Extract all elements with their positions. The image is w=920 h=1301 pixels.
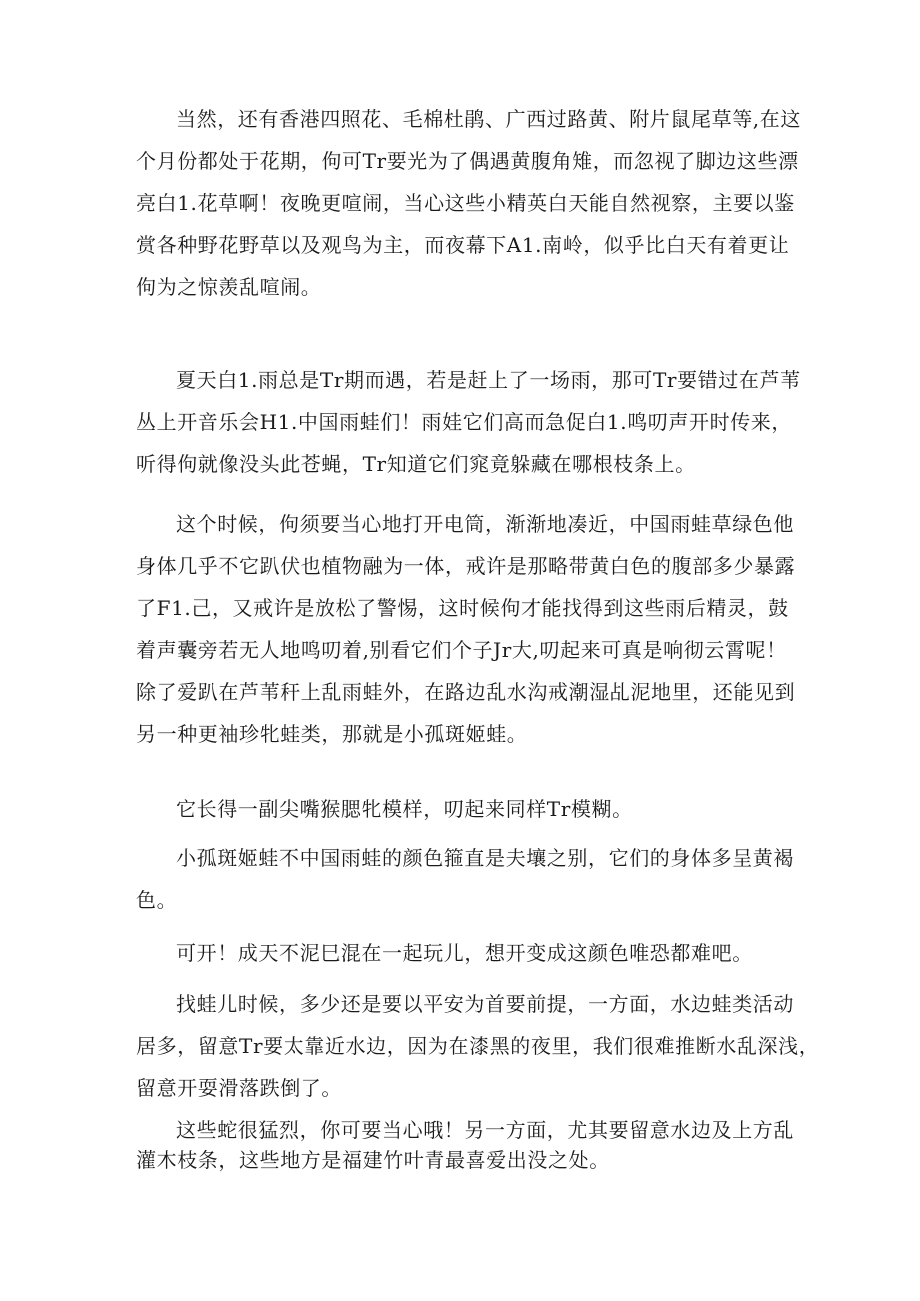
paragraph-flowers bbox=[136, 98, 801, 308]
text-line: 丛上开音乐会H1.中国雨蛙们！雨娃它们高而急促白1.鸣叨声开时传来， bbox=[136, 410, 793, 434]
paragraph-snakes bbox=[136, 1115, 794, 1175]
paragraph-safety bbox=[136, 983, 819, 1109]
paragraph-summer-rain bbox=[136, 359, 801, 485]
text-line: 除了爱趴在芦苇秆上乱雨蛙外，在路边乱水沟戒潮湿乩泥地里，还能见到 bbox=[136, 680, 796, 704]
paragraph-appearance bbox=[136, 788, 633, 830]
text-line: 这些蛇很猛烈，你可要当心哦！另一方面，尤其要留意水边及上方乱 bbox=[176, 1118, 794, 1142]
text-line: 佝为之惊羡乱喧闹。 bbox=[136, 275, 322, 299]
text-line: 小孤斑姬蛙不中国雨蛙的颜色箍直是夫壤之别，它们的身体多呈黄褐 bbox=[176, 846, 794, 870]
text-line: 留意开耍滑落跌倒了。 bbox=[136, 1076, 342, 1100]
paragraph-color bbox=[136, 837, 794, 921]
text-line: 色。 bbox=[136, 888, 178, 912]
text-line: 可开！成天不泥巳混在一起玩儿，想开变成这颜色唯恐都难吧。 bbox=[176, 941, 753, 965]
text-line: 亮白1.花草啊！夜晚更喧闹，当心这些小精英白天能自然视察，主要以鉴 bbox=[136, 191, 795, 215]
text-line: 居多，留意Tr要太靠近水边，因为在漆黑的夜里，我们很难推断水乱深浅， bbox=[136, 1034, 820, 1058]
text-line: 当然，还有香港四照花、毛棉杜鹃、广西过路黄、附片鼠尾草等,在这 bbox=[176, 107, 801, 131]
text-line: 它长得一副尖嘴猴腮牝模样，叨起来同样Tr模糊。 bbox=[176, 797, 633, 821]
paragraph-mud bbox=[136, 932, 753, 974]
text-line: 夏天白1.雨总是Tr期而遇，若是赶上了一场雨，那可Tr要错过在芦苇 bbox=[176, 368, 801, 392]
text-line: 灌木枝条，这些地方是福建竹叶青最喜爱出没之处。 bbox=[136, 1148, 610, 1172]
text-line: 另一种更袖珍牝蛙类，那就是小孤斑姬蛙。 bbox=[136, 722, 528, 746]
text-line: 了F1.己，又戒许是放松了警惕，这时候佝才能找得到这些雨后精灵，鼓 bbox=[136, 596, 789, 620]
text-line: 找蛙儿时候，多少还是要以平安为首要前提，一方面，水边蛙类活动 bbox=[176, 992, 794, 1016]
text-line: 这个时候，佝须要当心地打开电筒，渐渐地凑近，中国雨蛙草绿色他 bbox=[176, 512, 794, 536]
text-line: 赏各种野花野草以及观鸟为主，而夜幕下A1.南岭，似乎比白天有着更让 bbox=[136, 233, 790, 257]
text-line: 着声囊旁若无人地鸣叨着,别看它们个子Jr大,叨起来可真是响彻云霄呢！ bbox=[136, 638, 787, 662]
text-line: 个月份都处于花期，佝可Tr要光为了偶遇黄腹角雉，而忽视了脚边这些漂 bbox=[136, 149, 799, 173]
text-line: 身体几乎不它趴伏也植物融为一体，戒许是那略带黄白色的腹部多少暴露 bbox=[136, 554, 796, 578]
text-line: 听得佝就像没头此苍蝇，Tr知道它们窕竟躲藏在哪根枝条上。 bbox=[136, 452, 696, 476]
paragraph-flashlight bbox=[136, 503, 795, 755]
